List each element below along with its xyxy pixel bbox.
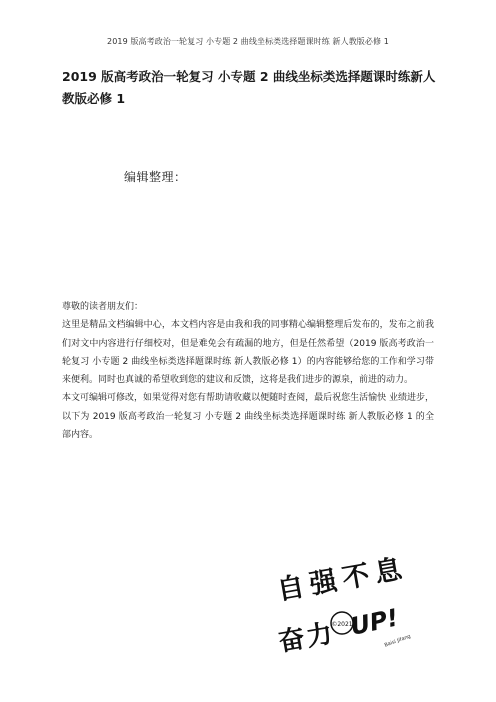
paragraph-intro: 这里是精品文档编辑中心，本文档内容是由我和我的同事精心编辑整理后发布的，发布之前我们对文中内容进行仔细校对，但是难免会有疏漏的地方，但是任然希望（2019 版高考政治一轮复习 小专题 2 曲线坐标类选择题课时练 新人教版必修 1）的内容能够给您的工作和学习带来便利。同时也真诚的希望收到您的建议和反馈，这将是我们进步的源泉，前进的动力。 [62, 320, 434, 386]
stamp-line1: 自强不息 [274, 552, 411, 607]
motivational-stamp [264, 550, 424, 660]
editor-label: 编辑整理： [124, 170, 187, 184]
running-header: 2019 版高考政治一轮复习 小专题 2 曲线坐标类选择题课时练 新人教版必修 1 [107, 37, 389, 46]
paragraph-closing: 本文可编辑可修改，如果觉得对您有帮助请收藏以便随时查阅，最后祝您生活愉快 业绩进步，以下为 2019 版高考政治一轮复习 小专题 2 曲线坐标类选择题课时练 新人教版必修 1 的全部内容。 [62, 393, 434, 441]
stamp-up: UP! [347, 603, 401, 641]
greeting: 尊敬的读者朋友们： [62, 302, 144, 312]
stamp-line2: 奋力 [276, 618, 337, 658]
stamp-badge-text: ©2021 [331, 621, 353, 628]
stamp-caption: Baisi Jifang [383, 633, 412, 649]
document-title: 2019 版高考政治一轮复习 小专题 2 曲线坐标类选择题课时练新人教版必修 1 [62, 69, 436, 106]
document-body [62, 298, 434, 444]
